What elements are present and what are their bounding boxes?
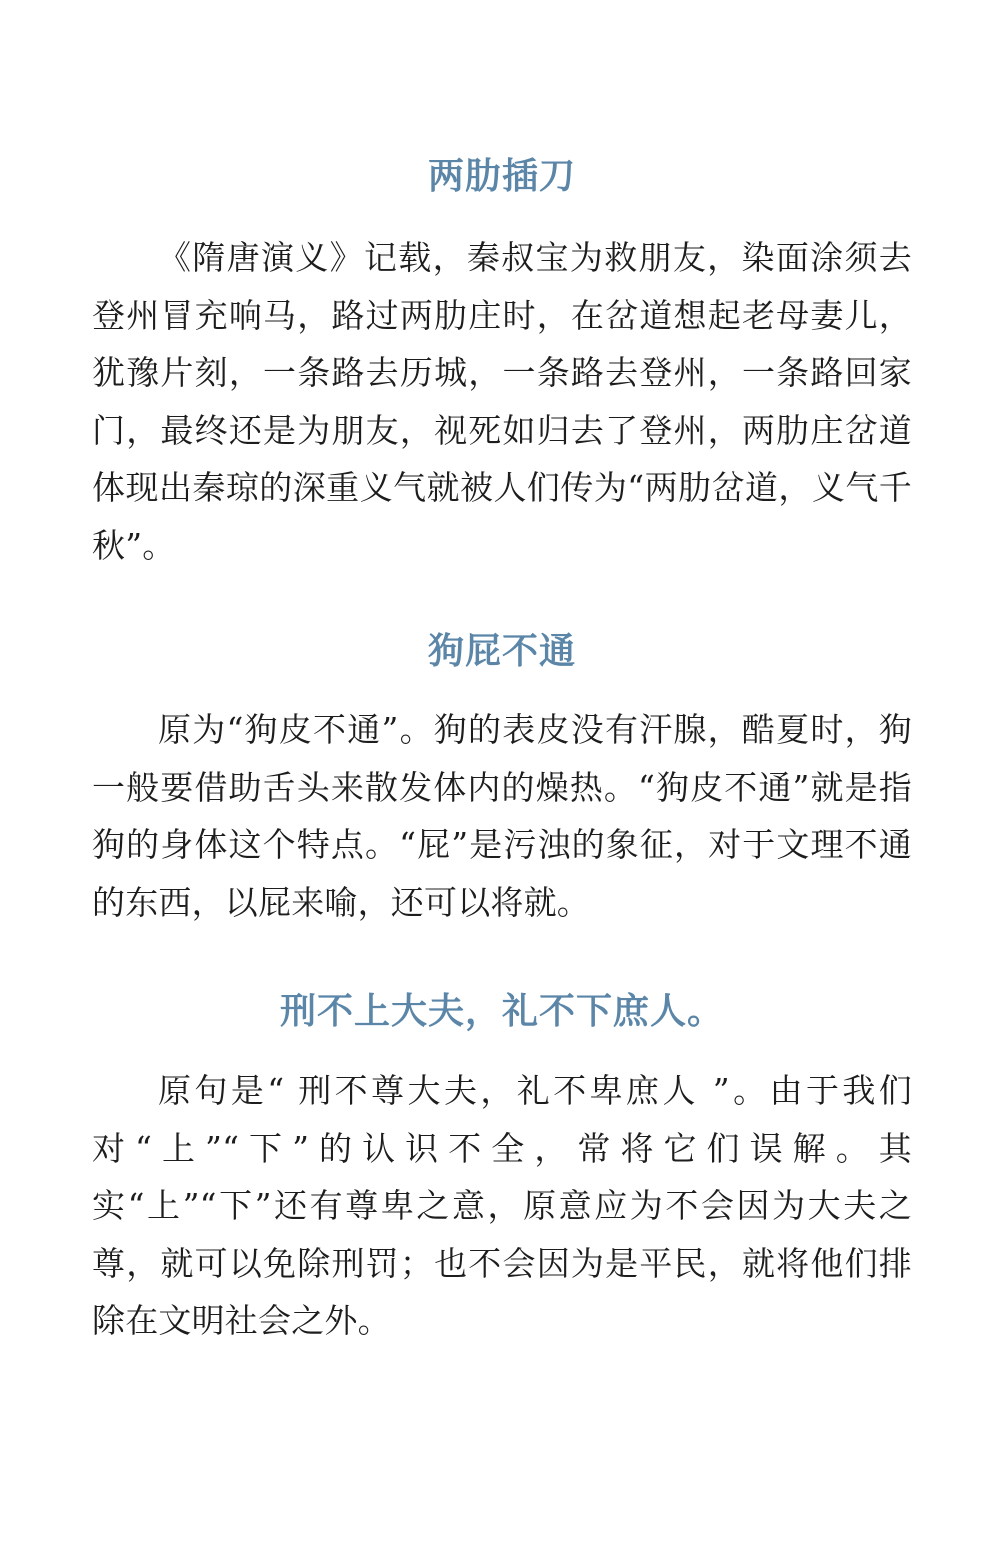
section-body: 原句是“ 刑不尊大夫，礼不卑庶人 ”。由于我们对“上”“下”的认识不全，常将它们误解。其实“上”“下”还有尊卑之意，原意应为不会因为大夫之尊，就可以免除刑罚；也不会因为是平民，就将他们排除在文明社会之外。 [92, 1071, 912, 1340]
section-xing-bu-shang-dafu [92, 990, 912, 1350]
section-body: 《隋唐演义》记载，秦叔宝为救朋友，染面涂须去登州冒充响马，路过两肋庄时，在岔道想起老母妻儿，犹豫片刻，一条路去历城，一条路去登州，一条路回家门，最终还是为朋友，视死如归去了登州，两肋庄岔道体现出秦琼的深重义气就被人们传为“两肋岔道，义气千秋”。 [92, 238, 912, 565]
section-title: 狗屁不通 [427, 631, 576, 672]
section-liang-lei-cha-dao [92, 155, 912, 574]
section-title: 刑不上大夫，礼不下庶人。 [279, 991, 724, 1032]
section-body: 原为“狗皮不通”。狗的表皮没有汗腺，酷夏时，狗一般要借助舌头来散发体内的燥热。“狗皮不通”就是指狗的身体这个特点。“屁”是污浊的象征，对于文理不通的东西，以屁来喻，还可以将就。 [92, 710, 912, 922]
section-title: 两肋插刀 [427, 156, 576, 197]
section-gou-pi-bu-tong [92, 630, 912, 931]
